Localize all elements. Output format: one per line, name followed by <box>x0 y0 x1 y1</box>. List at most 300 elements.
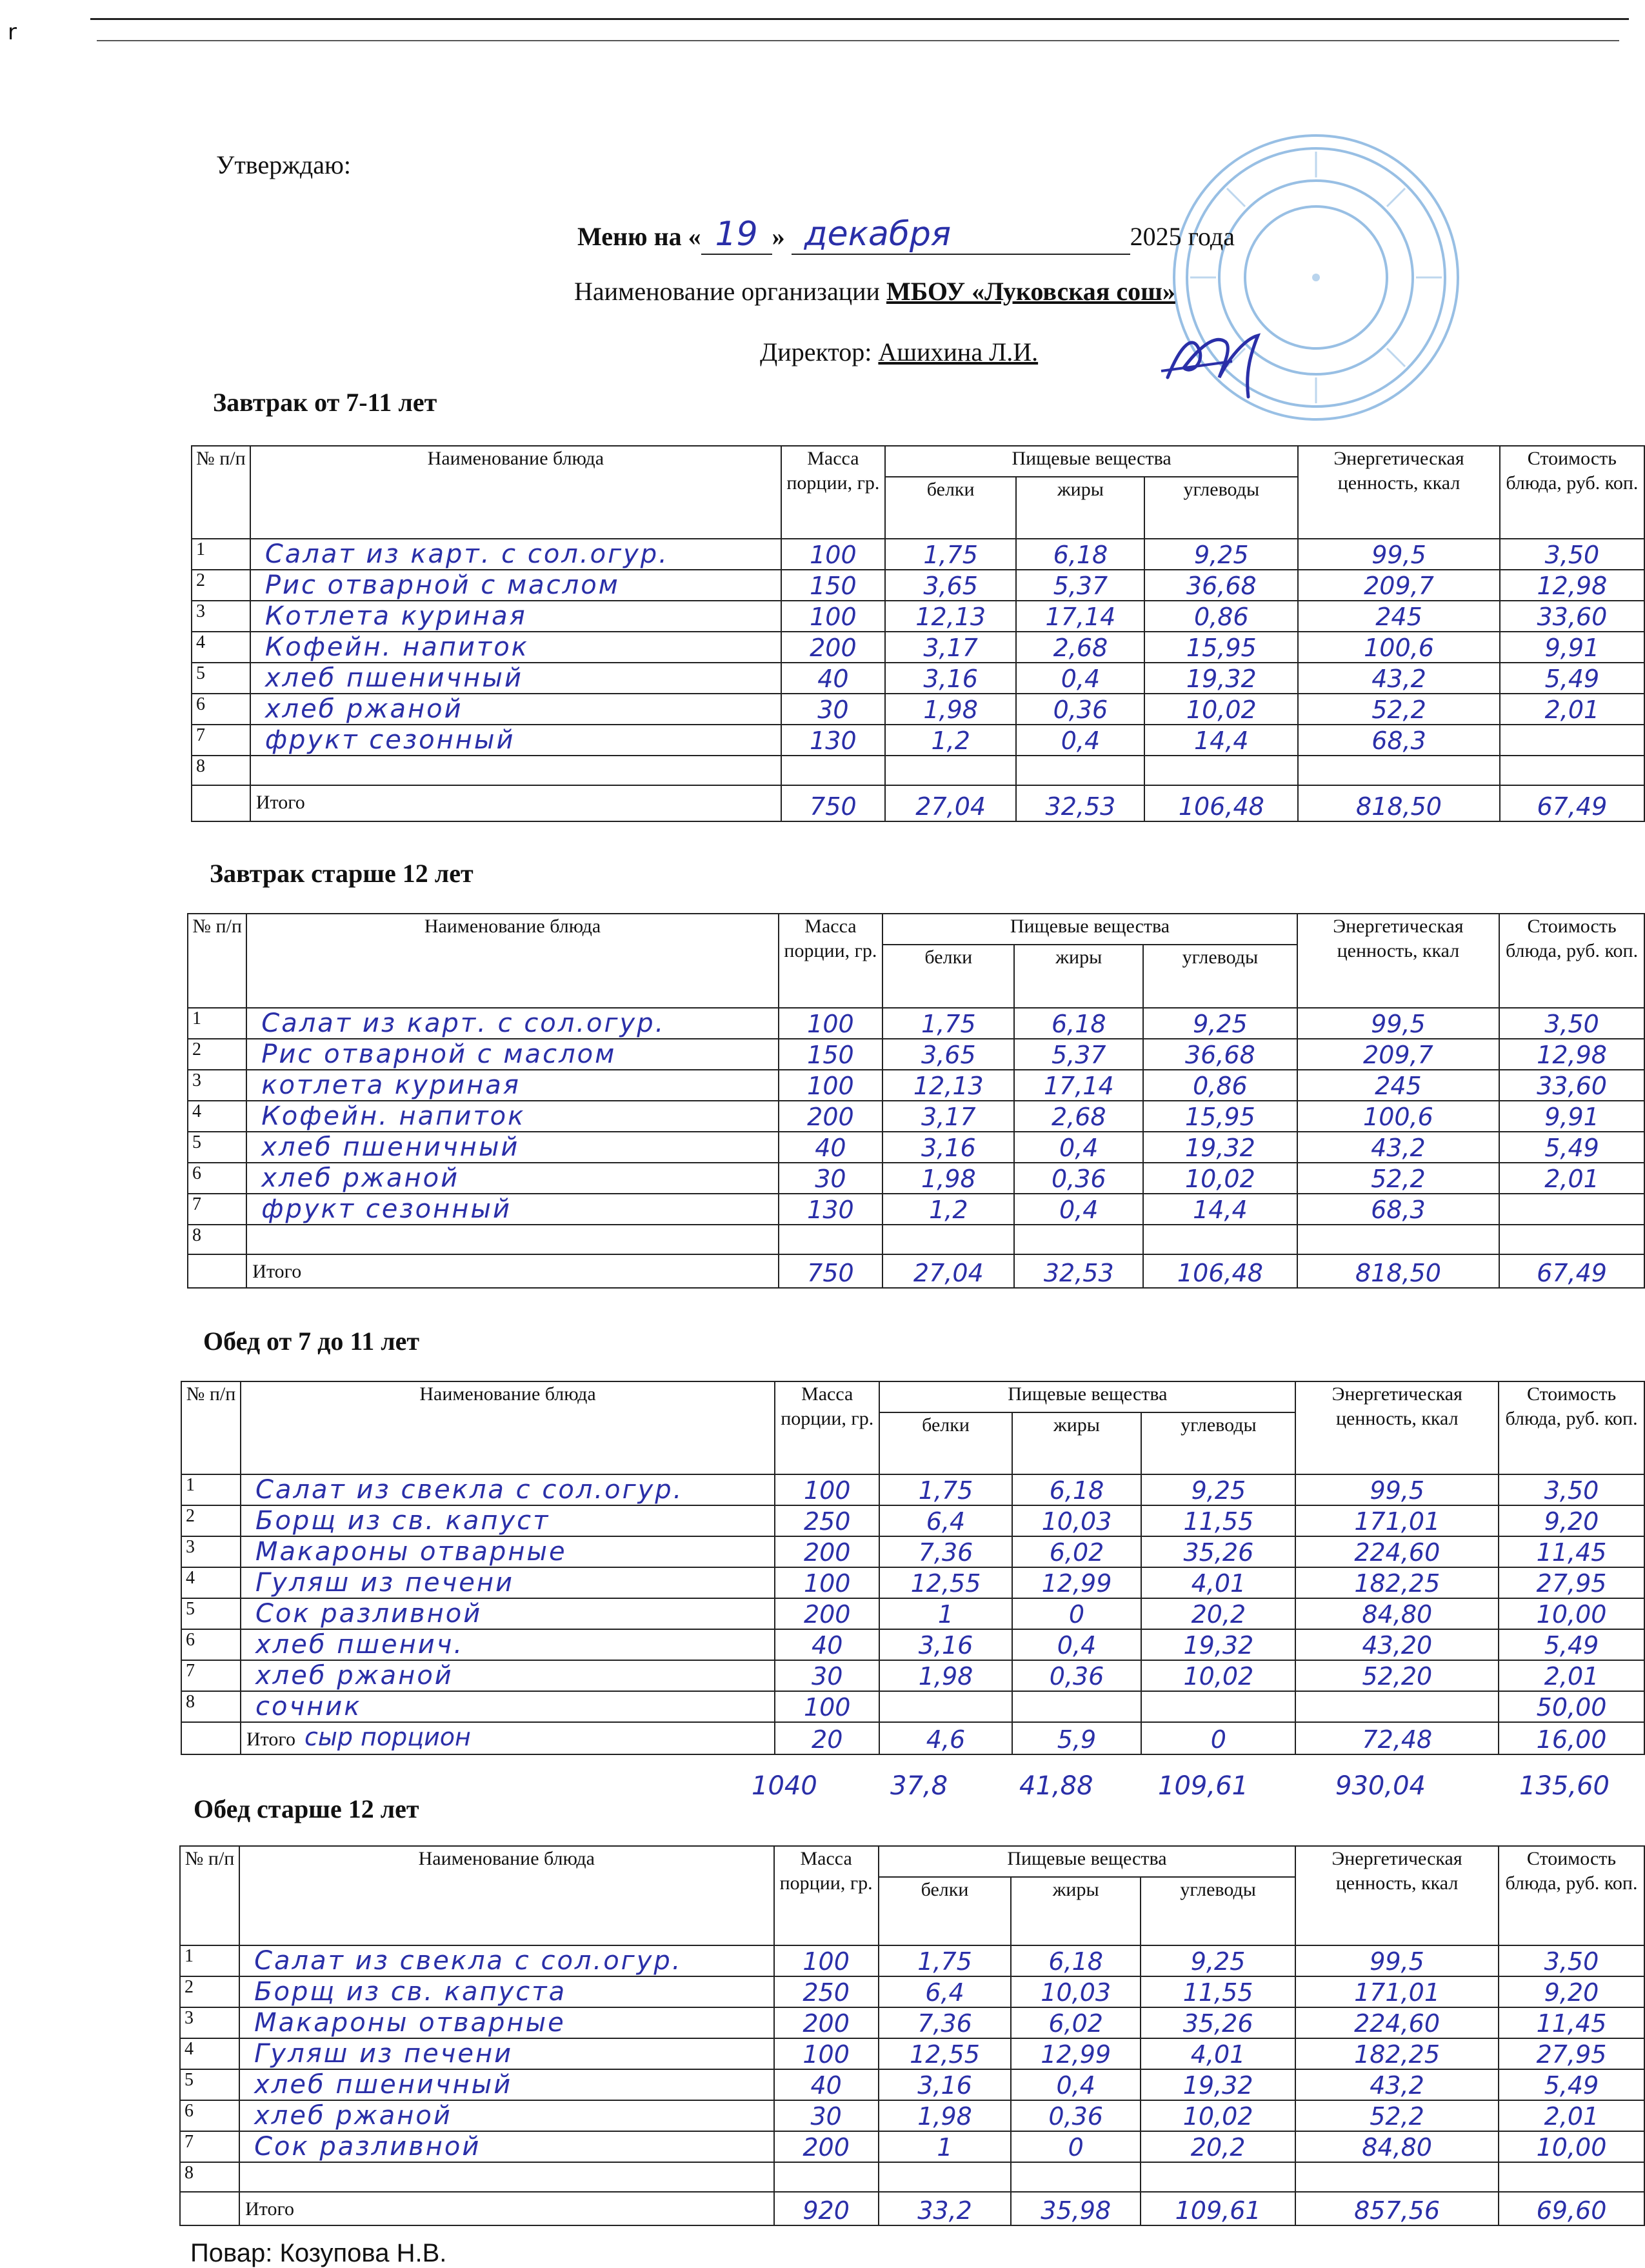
total-carbs: 106,48 <box>1144 785 1298 821</box>
cell-carbs: 0,86 <box>1143 1070 1297 1101</box>
col-header-fat: жиры <box>1012 1412 1142 1474</box>
total-cost: 67,49 <box>1500 785 1644 821</box>
cell-cost: 2,01 <box>1499 1163 1644 1194</box>
table-row <box>192 570 1644 601</box>
dish-name: фрукт сезонный <box>246 1194 778 1225</box>
cell-cost: 11,45 <box>1499 2007 1644 2038</box>
col-header-energy: Энергетическая ценность, ккал <box>1298 446 1500 539</box>
row-number: 6 <box>180 2100 239 2131</box>
section-title: Обед от 7 до 11 лет <box>203 1327 420 1356</box>
total-mass: 920 <box>774 2192 879 2225</box>
lunch-grand-total-energy: 930,04 <box>1335 1771 1426 1801</box>
cell-energy: 99,5 <box>1295 1945 1499 1976</box>
row-number: 2 <box>188 1039 246 1070</box>
table-row <box>181 1629 1644 1660</box>
cell-cost: 3,50 <box>1500 539 1644 570</box>
total-cost: 69,60 <box>1499 2192 1644 2225</box>
cell-protein <box>882 1225 1014 1254</box>
table-row <box>181 1660 1644 1691</box>
cell-energy: 171,01 <box>1295 1976 1499 2007</box>
cell-protein <box>885 756 1017 785</box>
cell-energy: 52,2 <box>1297 1163 1499 1194</box>
dish-name: Гуляш из печени <box>239 2038 773 2069</box>
col-header-mass: Масса порции, гр. <box>775 1381 879 1474</box>
cell-energy: 52,2 <box>1295 2100 1499 2131</box>
cell-fat: 0,36 <box>1012 1660 1142 1691</box>
dish-name: фрукт сезонный <box>250 725 781 756</box>
cell-mass: 30 <box>779 1163 882 1194</box>
total-protein: 27,04 <box>882 1254 1014 1288</box>
dish-name: Гуляш из печени <box>241 1567 775 1598</box>
cell-fat: 12,99 <box>1011 2038 1141 2069</box>
cell-cost <box>1500 725 1644 756</box>
approve-label: Утверждаю: <box>216 150 351 179</box>
cell-energy: 43,2 <box>1295 2069 1499 2100</box>
section-title: Обед старше 12 лет <box>194 1794 419 1823</box>
col-header-cost: Стоимость блюда, руб. коп. <box>1500 446 1644 539</box>
cell-mass <box>781 756 885 785</box>
table-row <box>180 2100 1644 2131</box>
dish-name: сочник <box>241 1691 775 1722</box>
cell-protein: 1,98 <box>879 1660 1012 1691</box>
total-label-cell <box>241 1722 775 1754</box>
cell-mass: 100 <box>779 1070 882 1101</box>
total-energy: 72,48 <box>1295 1722 1499 1754</box>
col-header-mass: Масса порции, гр. <box>781 446 885 539</box>
row-number: 6 <box>188 1163 246 1194</box>
menu-table <box>191 445 1645 822</box>
cell-cost: 33,60 <box>1500 601 1644 632</box>
table-row <box>188 1039 1644 1070</box>
cell-carbs: 11,55 <box>1141 1505 1295 1536</box>
cell-cost: 33,60 <box>1499 1070 1644 1101</box>
cell-energy: 245 <box>1298 601 1500 632</box>
dish-name: Рис отварной с маслом <box>250 570 781 601</box>
total-label: Итого <box>252 1261 302 1282</box>
total-carbs: 106,48 <box>1143 1254 1297 1288</box>
row-number: 3 <box>192 601 250 632</box>
cell-fat: 6,18 <box>1014 1008 1143 1039</box>
cell-energy: 52,20 <box>1295 1660 1499 1691</box>
cell-energy: 209,7 <box>1297 1039 1499 1070</box>
cell-cost: 3,50 <box>1499 1008 1644 1039</box>
cell-protein: 3,16 <box>882 1132 1014 1163</box>
cell-energy: 99,5 <box>1297 1008 1499 1039</box>
cell-fat: 0,4 <box>1016 663 1144 694</box>
cell-carbs: 14,4 <box>1144 725 1298 756</box>
table-row <box>180 2131 1644 2162</box>
cell-fat: 17,14 <box>1014 1070 1143 1101</box>
cell-carbs: 9,25 <box>1144 539 1298 570</box>
col-header-energy: Энергетическая ценность, ккал <box>1295 1381 1499 1474</box>
total-mass: 20 <box>775 1722 879 1754</box>
cell-mass: 100 <box>781 601 885 632</box>
total-label: Итого <box>246 1729 295 1750</box>
cell-energy: 224,60 <box>1295 1536 1499 1567</box>
cell-protein: 1,98 <box>885 694 1017 725</box>
cell-energy: 68,3 <box>1297 1194 1499 1225</box>
col-header-name: Наименование блюда <box>239 1846 773 1945</box>
col-header-energy: Энергетическая ценность, ккал <box>1297 914 1499 1008</box>
menu-table <box>179 1845 1645 2226</box>
cell-protein <box>879 2162 1012 2192</box>
cell-mass: 30 <box>774 2100 879 2131</box>
dish-name: Салат из свекла с сол.огур. <box>241 1474 775 1505</box>
cell-mass: 40 <box>781 663 885 694</box>
menu-table <box>187 913 1645 1289</box>
dish-name: хлеб ржаной <box>241 1660 775 1691</box>
cell-protein: 3,65 <box>882 1039 1014 1070</box>
table-row <box>181 1598 1644 1629</box>
cell-cost <box>1499 1225 1644 1254</box>
cell-energy: 100,6 <box>1298 632 1500 663</box>
cell-mass: 100 <box>775 1691 879 1722</box>
cell-cost: 10,00 <box>1499 1598 1644 1629</box>
cell-mass: 40 <box>775 1629 879 1660</box>
total-protein: 33,2 <box>879 2192 1012 2225</box>
cell-fat: 0,36 <box>1011 2100 1141 2131</box>
cell-fat: 12,99 <box>1012 1567 1142 1598</box>
cell-mass: 200 <box>775 1598 879 1629</box>
row-number: 2 <box>192 570 250 601</box>
row-number: 1 <box>192 539 250 570</box>
table-row <box>181 1536 1644 1567</box>
cell-fat: 0,36 <box>1014 1163 1143 1194</box>
dish-name: хлеб ржаной <box>239 2100 773 2131</box>
total-carbs: 109,61 <box>1141 2192 1295 2225</box>
top-rule-secondary <box>97 40 1619 41</box>
col-header-protein: белки <box>879 1412 1012 1474</box>
row-number: 8 <box>192 756 250 785</box>
table-row <box>188 1101 1644 1132</box>
dish-name: Кофейн. напиток <box>246 1101 778 1132</box>
cell-mass: 150 <box>781 570 885 601</box>
cell-fat: 10,03 <box>1012 1505 1142 1536</box>
dish-name <box>246 1225 778 1254</box>
cell-carbs: 11,55 <box>1141 1976 1295 2007</box>
cell-fat: 0,4 <box>1014 1194 1143 1225</box>
menu-mid: » <box>772 222 785 251</box>
row-number: 4 <box>181 1567 241 1598</box>
col-header-carbs: углеводы <box>1141 1877 1295 1945</box>
menu-year: 2025 года <box>1130 222 1235 251</box>
cell-energy: 43,20 <box>1295 1629 1499 1660</box>
col-header-mass: Масса порции, гр. <box>774 1846 879 1945</box>
dish-name: хлеб пшеничный <box>239 2069 773 2100</box>
cell-carbs: 10,02 <box>1141 2100 1295 2131</box>
row-number: 5 <box>188 1132 246 1163</box>
table-row <box>180 1976 1644 2007</box>
cell-energy: 182,25 <box>1295 2038 1499 2069</box>
cell-protein: 3,65 <box>885 570 1017 601</box>
cell-protein: 1,98 <box>882 1163 1014 1194</box>
cell-carbs: 9,25 <box>1141 1474 1295 1505</box>
total-label-cell <box>246 1254 778 1288</box>
dish-name: хлеб ржаной <box>246 1163 778 1194</box>
cell-fat <box>1014 1225 1143 1254</box>
col-header-cost: Стоимость блюда, руб. коп. <box>1499 914 1644 1008</box>
cell-cost <box>1500 756 1644 785</box>
dish-name: Макароны отварные <box>241 1536 775 1567</box>
lunch-grand-total-fat: 41,88 <box>1019 1771 1093 1801</box>
total-row <box>192 785 1644 821</box>
dish-name: Салат из свекла с сол.огур. <box>239 1945 773 1976</box>
cell-fat: 2,68 <box>1016 632 1144 663</box>
cell-carbs: 36,68 <box>1144 570 1298 601</box>
cell-mass: 100 <box>775 1567 879 1598</box>
table-row <box>192 632 1644 663</box>
org-name: МБОУ «Луковская сош» <box>886 277 1175 306</box>
cell-carbs <box>1141 1691 1295 1722</box>
cell-carbs: 19,32 <box>1144 663 1298 694</box>
cell-cost <box>1499 2162 1644 2192</box>
cell-fat: 2,68 <box>1014 1101 1143 1132</box>
cell-energy: 43,2 <box>1298 663 1500 694</box>
dish-name: Кофейн. напиток <box>250 632 781 663</box>
cook-signature-line: Повар: Козупова Н.В. <box>190 2239 447 2267</box>
cell-carbs: 10,02 <box>1144 694 1298 725</box>
col-header-mass: Масса порции, гр. <box>779 914 882 1008</box>
total-carbs: 0 <box>1141 1722 1295 1754</box>
cell-fat: 0 <box>1011 2131 1141 2162</box>
cell-cost: 11,45 <box>1499 1536 1644 1567</box>
cell-protein: 6,4 <box>879 1505 1012 1536</box>
table-row <box>181 1691 1644 1722</box>
total-label: Итого <box>255 792 305 813</box>
cell-mass <box>774 2162 879 2192</box>
cell-energy: 245 <box>1297 1070 1499 1101</box>
cell-protein: 1,2 <box>885 725 1017 756</box>
total-energy: 818,50 <box>1298 785 1500 821</box>
cell-mass: 130 <box>781 725 885 756</box>
row-number: 8 <box>188 1225 246 1254</box>
col-header-fat: жиры <box>1014 945 1143 1008</box>
cell-carbs: 4,01 <box>1141 1567 1295 1598</box>
cell-carbs: 9,25 <box>1141 1945 1295 1976</box>
cell-cost: 9,20 <box>1499 1976 1644 2007</box>
cell-mass: 100 <box>775 1474 879 1505</box>
cell-fat: 17,14 <box>1016 601 1144 632</box>
total-extra-dish: сыр порцион <box>304 1723 471 1751</box>
row-number: 4 <box>180 2038 239 2069</box>
cell-protein: 3,16 <box>885 663 1017 694</box>
col-header-energy: Энергетическая ценность, ккал <box>1295 1846 1499 1945</box>
cell-mass: 40 <box>779 1132 882 1163</box>
cell-fat: 0,4 <box>1016 725 1144 756</box>
dish-name: Котлета куриная <box>250 601 781 632</box>
cell-cost: 5,49 <box>1499 1132 1644 1163</box>
col-header-num: № п/п <box>181 1381 241 1474</box>
dish-name: Салат из карт. с сол.огур. <box>250 539 781 570</box>
cell-mass: 200 <box>775 1536 879 1567</box>
col-header-protein: белки <box>879 1877 1012 1945</box>
lunch-grand-total-carbs: 109,61 <box>1158 1771 1248 1801</box>
row-number: 2 <box>181 1505 241 1536</box>
cell-protein: 1,75 <box>879 1945 1012 1976</box>
cell-fat: 0,4 <box>1012 1629 1142 1660</box>
table-row <box>192 601 1644 632</box>
col-header-carbs: углеводы <box>1141 1412 1295 1474</box>
cell-cost: 5,49 <box>1500 663 1644 694</box>
row-number: 1 <box>180 1945 239 1976</box>
total-protein: 4,6 <box>879 1722 1012 1754</box>
cell-energy <box>1295 1691 1499 1722</box>
col-header-nutrients: Пищевые вещества <box>879 1381 1295 1412</box>
cell-fat: 0 <box>1012 1598 1142 1629</box>
cell-protein: 1,98 <box>879 2100 1012 2131</box>
cell-fat: 10,03 <box>1011 1976 1141 2007</box>
cell-mass: 250 <box>775 1505 879 1536</box>
total-energy: 818,50 <box>1297 1254 1499 1288</box>
cell-cost: 2,01 <box>1499 1660 1644 1691</box>
dish-name: хлеб пшенич. <box>241 1629 775 1660</box>
cell-fat: 5,37 <box>1016 570 1144 601</box>
dish-name: Сок разливной <box>239 2131 773 2162</box>
cell-energy: 52,2 <box>1298 694 1500 725</box>
cell-carbs: 36,68 <box>1143 1039 1297 1070</box>
cell-energy: 68,3 <box>1298 725 1500 756</box>
lunch-grand-total-mass: 1040 <box>752 1771 817 1801</box>
director-line <box>760 337 1038 367</box>
row-number: 6 <box>192 694 250 725</box>
cell-cost: 2,01 <box>1499 2100 1644 2131</box>
table-row <box>188 1225 1644 1254</box>
section-title: Завтрак старше 12 лет <box>210 859 474 888</box>
cell-mass: 100 <box>779 1008 882 1039</box>
dish-name: Рис отварной с маслом <box>246 1039 778 1070</box>
table-row <box>192 694 1644 725</box>
cell-protein: 12,13 <box>882 1070 1014 1101</box>
table-row <box>181 1567 1644 1598</box>
cell-energy: 182,25 <box>1295 1567 1499 1598</box>
cell-mass: 200 <box>781 632 885 663</box>
cell-mass: 130 <box>779 1194 882 1225</box>
cell-fat <box>1011 2162 1141 2192</box>
section-title: Завтрак от 7-11 лет <box>213 388 437 417</box>
table-row <box>188 1163 1644 1194</box>
menu-table <box>181 1381 1645 1755</box>
col-header-nutrients: Пищевые вещества <box>885 446 1298 477</box>
total-mass: 750 <box>781 785 885 821</box>
col-header-cost: Стоимость блюда, руб. коп. <box>1499 1846 1644 1945</box>
cell-protein: 1,2 <box>882 1194 1014 1225</box>
col-header-nutrients: Пищевые вещества <box>879 1846 1295 1877</box>
row-number: 7 <box>188 1194 246 1225</box>
cell-fat: 6,18 <box>1012 1474 1142 1505</box>
cell-cost: 9,20 <box>1499 1505 1644 1536</box>
cell-carbs: 35,26 <box>1141 1536 1295 1567</box>
cell-cost: 27,95 <box>1499 1567 1644 1598</box>
total-fat: 32,53 <box>1016 785 1144 821</box>
cell-protein: 12,55 <box>879 1567 1012 1598</box>
lunch-grand-total-cost: 135,60 <box>1519 1771 1610 1801</box>
cell-carbs: 20,2 <box>1141 1598 1295 1629</box>
row-number: 8 <box>181 1691 241 1722</box>
cell-mass: 150 <box>779 1039 882 1070</box>
total-energy: 857,56 <box>1295 2192 1499 2225</box>
cell-cost: 9,91 <box>1499 1101 1644 1132</box>
col-header-fat: жиры <box>1011 1877 1141 1945</box>
total-mass: 750 <box>779 1254 882 1288</box>
cell-carbs: 35,26 <box>1141 2007 1295 2038</box>
cell-energy <box>1298 756 1500 785</box>
table-row <box>181 1505 1644 1536</box>
menu-prefix: Меню на « <box>577 222 701 251</box>
cell-protein: 7,36 <box>879 2007 1012 2038</box>
dish-name: хлеб пшеничный <box>246 1132 778 1163</box>
table-row <box>180 2162 1644 2192</box>
cell-cost <box>1499 1194 1644 1225</box>
dish-name <box>250 756 781 785</box>
col-header-name: Наименование блюда <box>246 914 778 1008</box>
director-signature <box>1155 306 1277 403</box>
cell-mass: 30 <box>775 1660 879 1691</box>
cell-carbs: 19,32 <box>1141 1629 1295 1660</box>
col-header-cost: Стоимость блюда, руб. коп. <box>1499 1381 1644 1474</box>
cell-protein: 1 <box>879 2131 1012 2162</box>
cell-cost: 10,00 <box>1499 2131 1644 2162</box>
cell-mass: 100 <box>774 2038 879 2069</box>
cell-cost: 3,50 <box>1499 1474 1644 1505</box>
cell-cost: 27,95 <box>1499 2038 1644 2069</box>
row-number: 1 <box>188 1008 246 1039</box>
cell-fat <box>1016 756 1144 785</box>
cell-energy <box>1295 2162 1499 2192</box>
col-header-protein: белки <box>882 945 1014 1008</box>
row-number: 5 <box>192 663 250 694</box>
cell-energy: 100,6 <box>1297 1101 1499 1132</box>
table-row <box>192 663 1644 694</box>
table-row <box>181 1474 1644 1505</box>
col-header-protein: белки <box>885 477 1017 539</box>
dish-name: Борщ из св. капуст <box>241 1505 775 1536</box>
row-number: 5 <box>181 1598 241 1629</box>
cell-carbs: 19,32 <box>1141 2069 1295 2100</box>
dish-name: хлеб ржаной <box>250 694 781 725</box>
cell-carbs: 14,4 <box>1143 1194 1297 1225</box>
cell-cost: 12,98 <box>1500 570 1644 601</box>
cell-mass: 250 <box>774 1976 879 2007</box>
cell-mass: 200 <box>779 1101 882 1132</box>
dish-name: хлеб пшеничный <box>250 663 781 694</box>
row-number: 7 <box>181 1660 241 1691</box>
cell-mass: 100 <box>781 539 885 570</box>
cell-carbs: 9,25 <box>1143 1008 1297 1039</box>
cell-protein: 6,4 <box>879 1976 1012 2007</box>
organization-line <box>574 276 1175 306</box>
col-header-carbs: углеводы <box>1143 945 1297 1008</box>
cell-protein: 3,16 <box>879 2069 1012 2100</box>
total-blank <box>192 785 250 821</box>
corner-mark: r <box>8 19 17 45</box>
cell-carbs: 10,02 <box>1143 1163 1297 1194</box>
row-number: 8 <box>180 2162 239 2192</box>
cell-protein: 1,75 <box>882 1008 1014 1039</box>
total-row <box>188 1254 1644 1288</box>
row-number: 6 <box>181 1629 241 1660</box>
table-row <box>188 1008 1644 1039</box>
cell-energy: 209,7 <box>1298 570 1500 601</box>
total-label-cell <box>250 785 781 821</box>
col-header-nutrients: Пищевые вещества <box>882 914 1297 945</box>
cell-cost: 50,00 <box>1499 1691 1644 1722</box>
col-header-name: Наименование блюда <box>241 1381 775 1474</box>
cell-fat: 6,02 <box>1011 2007 1141 2038</box>
total-fat: 5,9 <box>1012 1722 1142 1754</box>
cell-protein: 12,55 <box>879 2038 1012 2069</box>
cell-energy: 224,60 <box>1295 2007 1499 2038</box>
cell-carbs <box>1144 756 1298 785</box>
